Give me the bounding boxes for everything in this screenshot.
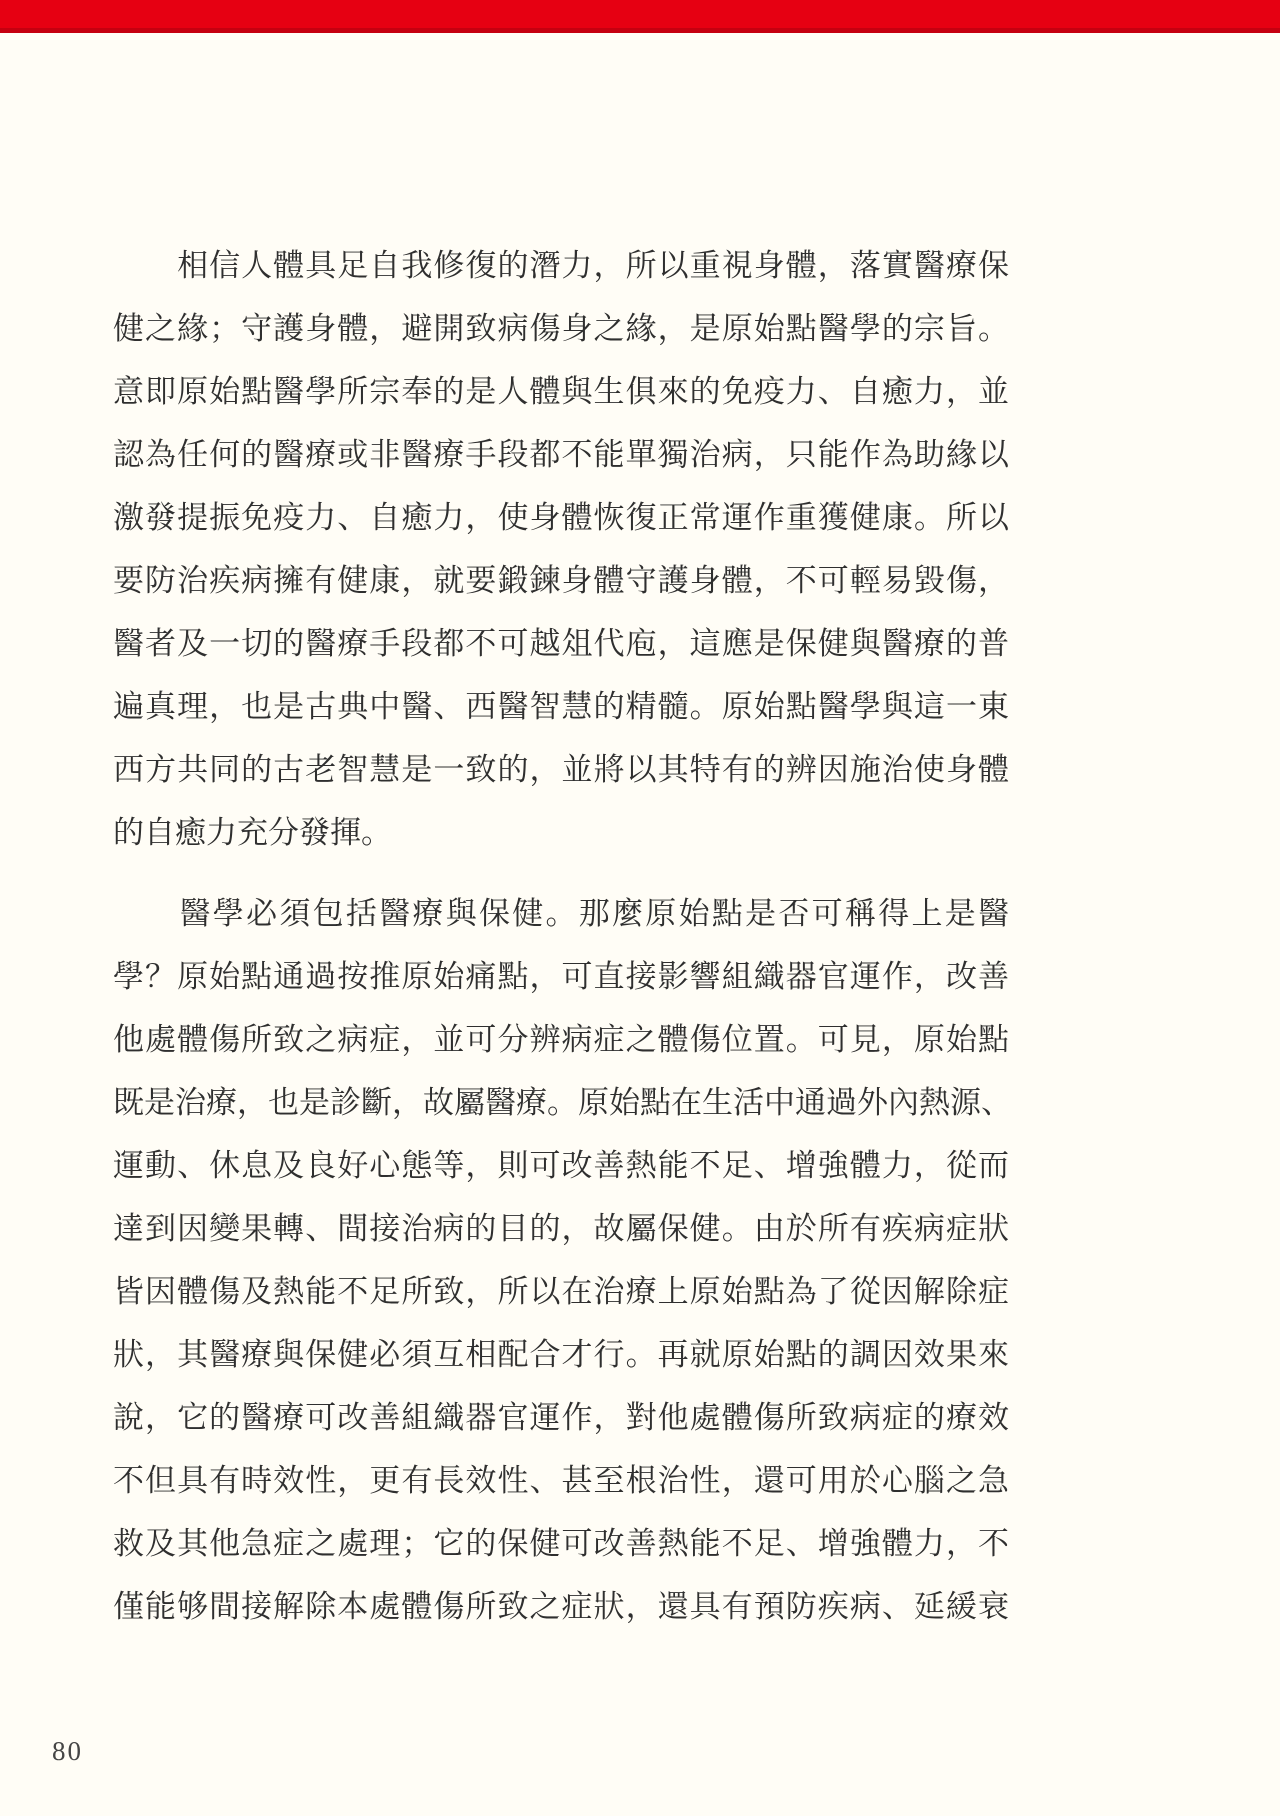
top-red-bar (0, 0, 1280, 33)
text-line: 說，它的醫療可改善組織器官運作，對他處體傷所致病症的療效 (113, 1400, 1009, 1435)
text-line: 西方共同的古老智慧是一致的，並將以其特有的辨因施治使身體 (113, 752, 1009, 787)
text-line: 認為任何的醫療或非醫療手段都不能單獨治病，只能作為助緣以 (113, 437, 1009, 472)
text-line: 既是治療，也是診斷，故屬醫療。原始點在生活中通過外內熱源、 (113, 1085, 1012, 1120)
text-line: 僅能够間接解除本處體傷所致之症狀，還具有預防疾病、延緩衰 (113, 1589, 1009, 1624)
text-line: 要防治疾病擁有健康，就要鍛鍊身體守護身體，不可輕易毀傷， (113, 563, 1009, 598)
text-line: 學？原始點通過按推原始痛點，可直接影響組織器官運作，改善 (113, 959, 1009, 994)
text-line: 他處體傷所致之病症，並可分辨病症之體傷位置。可見，原始點 (113, 1022, 1009, 1057)
page-number: 80 (52, 1736, 83, 1766)
paragraph (113, 882, 1012, 1638)
text-line: 醫學必須包括醫療與保健。那麼原始點是否可稱得上是醫 (113, 896, 1009, 931)
text-line: 遍真理，也是古典中醫、西醫智慧的精髓。原始點醫學與這一東 (113, 689, 1009, 724)
text-line: 狀，其醫療與保健必須互相配合才行。再就原始點的調因效果來 (113, 1337, 1009, 1372)
text-content (113, 234, 1012, 1638)
text-line: 運動、休息及良好心態等，則可改善熱能不足、增強體力，從而 (113, 1148, 1009, 1183)
text-line: 皆因體傷及熱能不足所致，所以在治療上原始點為了從因解除症 (113, 1274, 1009, 1309)
text-line: 醫者及一切的醫療手段都不可越俎代庖，這應是保健與醫療的普 (113, 626, 1009, 661)
paragraph (113, 234, 1009, 864)
text-line: 健之緣；守護身體，避開致病傷身之緣，是原始點醫學的宗旨。 (113, 311, 1009, 346)
text-line: 的自癒力充分發揮。 (113, 815, 392, 850)
text-line: 達到因變果轉、間接治病的目的，故屬保健。由於所有疾病症狀 (113, 1211, 1009, 1246)
text-line: 救及其他急症之處理；它的保健可改善熱能不足、增強體力，不 (113, 1526, 1009, 1561)
text-line: 激發提振免疫力、自癒力，使身體恢復正常運作重獲健康。所以 (113, 500, 1009, 535)
text-line: 不但具有時效性，更有長效性、甚至根治性，還可用於心腦之急 (113, 1463, 1009, 1498)
text-line: 意即原始點醫學所宗奉的是人體與生俱來的免疫力、自癒力，並 (113, 374, 1009, 409)
text-line: 相信人體具足自我修復的潛力，所以重視身體，落實醫療保 (113, 248, 1009, 283)
